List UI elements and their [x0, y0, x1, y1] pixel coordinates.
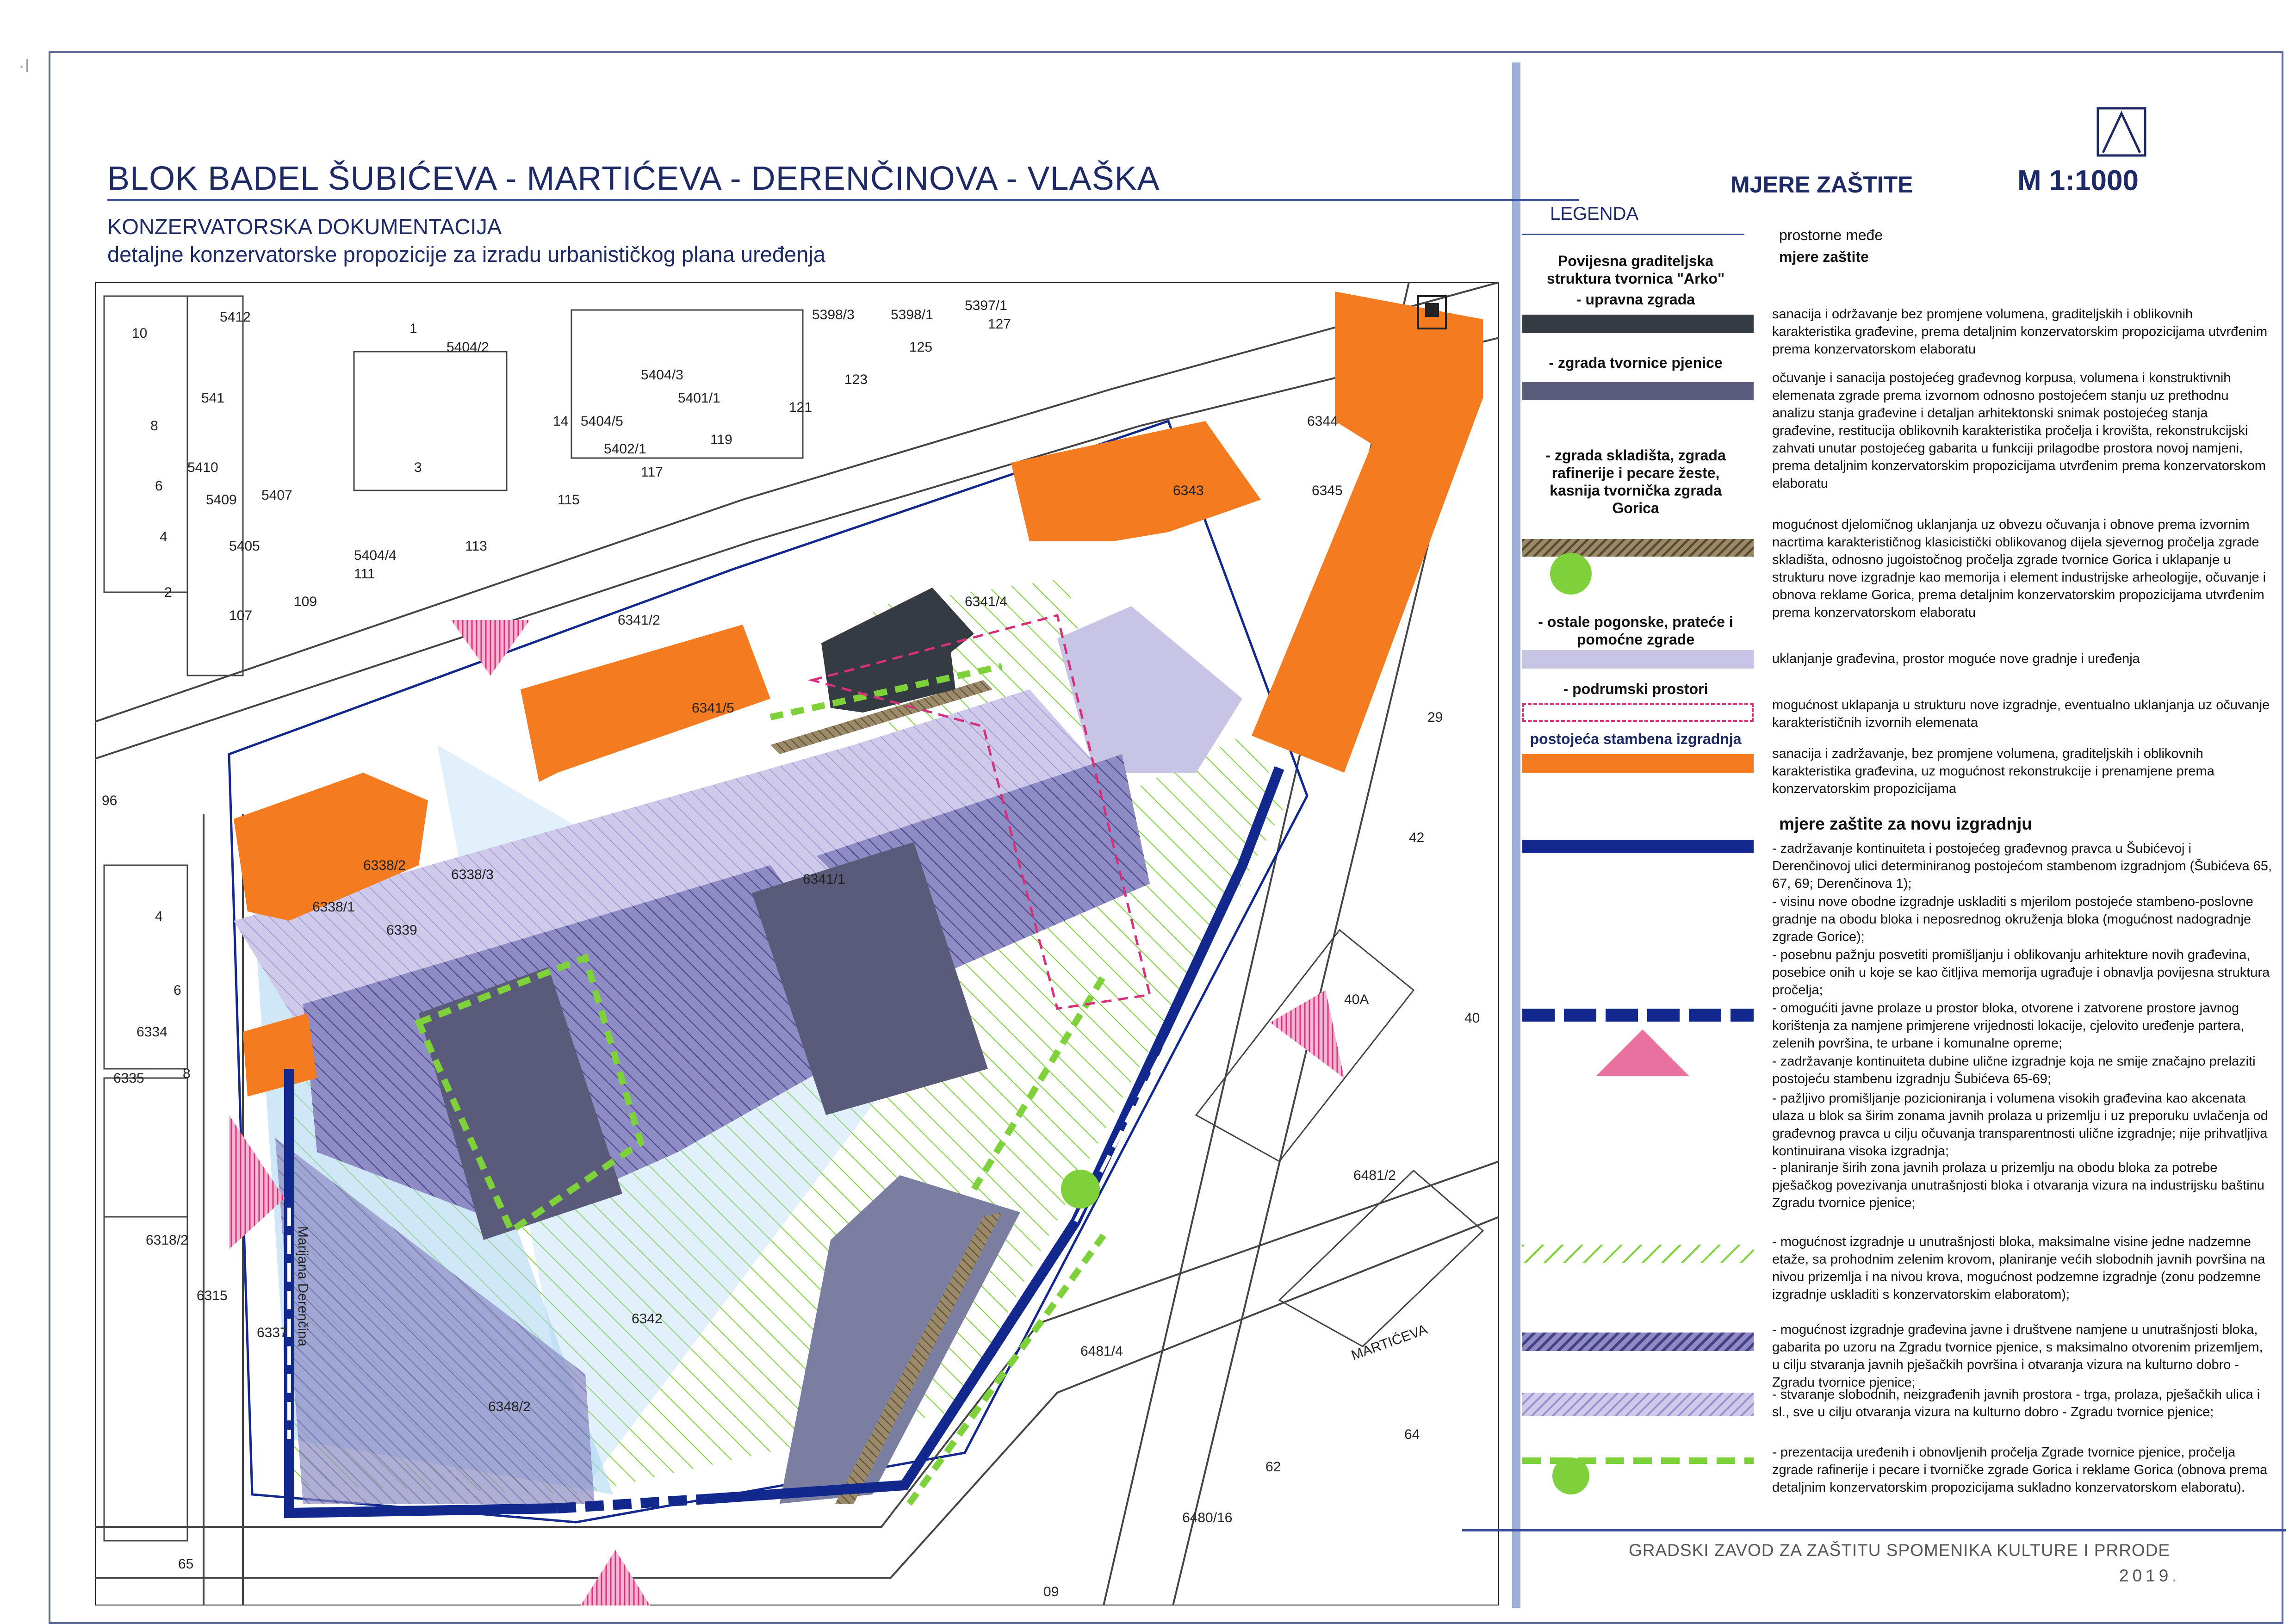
- legend-category-basement: - podrumski prostori: [1563, 681, 1708, 697]
- legend-rule: [1522, 199, 1578, 201]
- house-number-label: 6: [155, 478, 163, 494]
- legend-desc-basement: mogućnost uklapanja u strukturu nove izgradnje, eventualno uklanjanja uz očuvanje karakterističnih izvornih elemenata: [1772, 698, 2270, 730]
- house-number-label: 40: [1464, 1010, 1480, 1026]
- house-number-label: 111: [354, 566, 375, 582]
- house-number-label: 117: [641, 465, 663, 480]
- house-number-label: 64: [1404, 1427, 1420, 1442]
- house-number-label: 113: [465, 539, 487, 554]
- parcel-label: 6337: [257, 1325, 288, 1340]
- new-construction-item-3: - posebnu pažnju posvetiti promišljanju i oblikovanju arhitekture novih građevina, posebice onih u koje se kao čitljiva memorija ugrađuje i obnavlja povijesna struktura pročelja;: [1772, 948, 2270, 998]
- house-number-label: 4: [155, 909, 163, 924]
- swatch-auxiliary: [1522, 650, 1754, 669]
- new-construction-title: mjere zaštite za novu izgradnju: [1779, 814, 2032, 833]
- legenda-label: LEGENDA: [1550, 204, 1639, 224]
- swatch-light-hatch: [1522, 1393, 1754, 1416]
- new-construction-item-5: - zadržavanje kontinuiteta dubine ulične izgradnje koja ne smije značajno prelaziti postojeću stambenu izgradnju Šubićeva 65-69;: [1772, 1054, 2256, 1086]
- parcel-label: 5404/2: [447, 340, 489, 355]
- new-construction-item-11: - prezentacija uređenih i obnovljenih pročelja Zgrade tvornice pjenice, pročelja zgrade rafinerije i pecare i tvorničke zgrade Gorica i reklame Gorica (obnova prema detaljnim konzervatorskim propozicijama sukladno konzervatorskom elaboratu).: [1772, 1445, 2268, 1495]
- new-construction-item-1: - zadržavanje kontinuiteta i postojećeg građevnog pravca u Šubićevoj i Derenčinovoj ulici determiniranog postojećom stambenom izgradnjom (Šubićeva 65, 67, 69; Derenčinova 1);: [1772, 841, 2272, 891]
- new-construction-item-2: - visinu nove obodne izgradnje uskladiti s mjerilom postojeće stambeno-poslovne gradnje na obodu bloka i neposrednog okruženja bloka (mogućnost nadogradnje zgrade Gorice);: [1772, 894, 2253, 944]
- swatch-pjenica: [1522, 382, 1754, 400]
- house-number-label: 115: [558, 492, 580, 508]
- house-number-label: 14: [553, 414, 569, 429]
- house-number-label: 8: [183, 1066, 191, 1081]
- parcel-label: 5404/4: [354, 548, 397, 563]
- house-number-label: 2: [164, 585, 172, 600]
- parcel-label: 6334: [136, 1024, 167, 1040]
- new-construction-item-7: - planiranje širih zona javnih prolaza u prizemlju na obodu bloka za potrebe pješačkog povezivanja unutrašnjosti bloka i otvaranja vizura na industrijsku baštinu Zgradu tvornice pjenice;: [1772, 1160, 2264, 1210]
- scale-label: M 1:1000: [2017, 165, 2139, 197]
- parcel-label: 6481/2: [1353, 1168, 1396, 1183]
- legend-category-auxiliary: - ostale pogonske, prateće i pomoćne zgrade: [1538, 614, 1733, 648]
- legend-category-residential: postojeća stambena izgradnja: [1530, 731, 1742, 747]
- footer-rule: [1462, 1529, 2286, 1531]
- divider-rule: [1512, 62, 1520, 1608]
- parcel-label: 5404/3: [641, 367, 683, 383]
- swatch-green-hatch: [1522, 1245, 1754, 1263]
- north-arrow-icon: [2096, 106, 2147, 157]
- parcel-label: 6315: [197, 1288, 228, 1303]
- legend-category-pjenica: - zgrada tvornice pjenice: [1549, 354, 1723, 371]
- page-title: BLOK BADEL ŠUBIĆEVA - MARTIĆEVA - DERENČINOVA - VLAŠKA: [107, 160, 1160, 197]
- legend-category-arko: Povijesna graditeljska struktura tvornica "Arko": [1546, 253, 1725, 287]
- parcel-label: 6342: [632, 1311, 663, 1326]
- new-construction-item-8: - mogućnost izgradnje u unutrašnjosti bloka, maksimalne visine jedne nadzemne etaže, sa prohodnim zelenim krovom, planiranje većih slobodnih javnih površina na nivou prizemlja i na nivou krova, mogućnost podzemne izgradnje (zonu podzemne izgradnje uskladiti s konzervatorskim elaboratom);: [1772, 1234, 2265, 1302]
- subtitle-detail: detaljne konzervatorske propozicije za izradu urbanističkog plana uređenja: [107, 242, 825, 267]
- house-number-label: 125: [909, 340, 933, 355]
- parcel-label: 5405: [229, 539, 260, 554]
- house-number-label: 42: [1409, 830, 1425, 845]
- legend-desc-residential: sanacija i zadržavanje, bez promjene volumena, graditeljskih i oblikovnih karakteristika građevina, uz mogućnost rekonstrukcije i prenamjene prema konzervatorskim propozicijama: [1772, 746, 2214, 796]
- parcel-label: 6318/2: [146, 1233, 188, 1248]
- parcel-label: 6344: [1307, 414, 1338, 429]
- swatch-navy-line: [1522, 840, 1754, 853]
- parcel-label: 6338/2: [363, 858, 406, 873]
- site-map: [95, 282, 1499, 1605]
- parcel-label: 6341/5: [692, 700, 734, 716]
- house-number-label: 1: [409, 321, 417, 336]
- legend-desc-storage: mogućnost djelomičnog uklanjanja uz obvezu očuvanja i obnove prema izvornim nacrtima karakterističnog klasicistički oblikovanog dijela sjevernog pročelja zgrade skladišta, odnosno jugoistočnog pročelja zgrade tvornice Gorica i uklapanje u strukturu nove izgradnje kao memorija i element industrijske arheologije, očuvanje i obnova reklame Gorica, prema detaljnim konzervatorskim propozicijama utvrđenim prema konzervatorskom elaboratu: [1772, 517, 2266, 620]
- parcel-label: 6339: [386, 923, 417, 938]
- parcel-label: 6345: [1312, 483, 1343, 498]
- new-construction-item-9: - mogućnost izgradnje građevina javne i društvene namjene u unutrašnjosti bloka, gabarita po uzoru na Zgradu tvornice pjenice, s maksimalno otvorenim prizemljem, u cilju stvaranja javnih pješačkih površina i otvaranja vizura na kulturno dobro - Zgradu tvornice pjenice;: [1772, 1322, 2263, 1390]
- legend-category-admin: - upravna zgrada: [1576, 291, 1695, 308]
- parcel-label: 6348/2: [488, 1399, 531, 1414]
- legend-category-storage: - zgrada skladišta, zgrada rafinerije i pecare žeste, kasnija tvornička zgrada Gorica: [1545, 447, 1726, 516]
- parcel-label: 6335: [113, 1071, 144, 1086]
- parcel-label: 5409: [206, 492, 237, 508]
- footer-year: 2019.: [2119, 1566, 2181, 1585]
- parcel-label: 6338/3: [451, 867, 494, 882]
- parcel-label: 6341/1: [803, 872, 845, 887]
- parcel-label: 5407: [261, 488, 292, 503]
- parcel-label: 541: [201, 391, 225, 406]
- new-construction-item-10: - stvaranje slobodnih, neizgrađenih javnih prostora - trga, prolaza, pješačkih ulica i sl., sve u cilju otvaranja vizura na kulturno dobro - Zgradu tvornice pjenice;: [1772, 1387, 2260, 1419]
- swatch-navy-dashed: [1522, 1009, 1754, 1022]
- house-number-label: 09: [1043, 1584, 1059, 1599]
- house-number-label: 10: [132, 326, 148, 341]
- house-number-label: 62: [1265, 1459, 1281, 1475]
- house-number-label: 107: [229, 608, 253, 623]
- swatch-pink-triangle-icon: [1596, 1029, 1689, 1076]
- swatch-purple-hatch: [1522, 1333, 1754, 1351]
- swatch-residential: [1522, 754, 1754, 773]
- parcel-label: 6341/2: [618, 613, 660, 628]
- swatch-basement: [1522, 703, 1754, 722]
- parcel-label: 5398/3: [812, 307, 855, 322]
- parcel-label: 5398/1: [891, 307, 933, 322]
- house-number-label: 127: [988, 316, 1011, 332]
- street-label-marticeva: MARTIĆEVA: [1349, 1321, 1430, 1364]
- legend-heading: MJERE ZAŠTITE: [1731, 172, 1913, 198]
- swatch-storage: [1522, 539, 1754, 557]
- new-construction-item-6: - pažljivo promišljanje pozicioniranja i volumena visokih građevina kao akcenata ulaza u blok sa širim zonama javnih prolaza u prizemlju i uz preporuku uvlačenja od građevnog pravca u cilju očuvanja transparentnosti ulične izgradnje; nije prihvatljiva kontinuirana visoka izgradnja;: [1772, 1091, 2268, 1159]
- parcel-label: 5402/1: [604, 441, 646, 457]
- house-number-label: 65: [178, 1556, 194, 1572]
- house-number-label: 40A: [1344, 992, 1369, 1007]
- swatch-green-circle: [1550, 553, 1592, 595]
- swatch-admin: [1522, 315, 1754, 333]
- parcel-label: 6343: [1173, 483, 1204, 498]
- parcel-label: 5397/1: [965, 298, 1007, 313]
- house-number-label: 29: [1427, 710, 1443, 725]
- street-label-derencina: Marijana Derenčina: [295, 1226, 310, 1347]
- parcel-label: 5412: [220, 310, 251, 325]
- parcel-label: 5401/1: [678, 391, 720, 406]
- legend-desc-pjenica: očuvanje i sanacija postojećeg građevnog korpusa, volumena i konstruktivnih elemenata zgrade prema izvornom odnosno postojećem stanju uz prethodnu analizu stanja građevine i detaljan arhitektonski snimak postojećeg stanja građevine, restitucija oblikovnih karakteristika pročelja i krovišta, rekonstrukcijski zahvati unutar postojećeg gabarita u funkciji prilagodbe prostora novoj namjeni, prema detaljnim konzervatorskim propozicijama utvrđenim prema konzervatorskom elaboratu: [1772, 371, 2266, 491]
- legend-rule-2: [1522, 234, 1744, 235]
- title-rule: [107, 199, 1579, 201]
- house-number-label: 119: [710, 432, 732, 447]
- house-number-label: 96: [102, 793, 118, 808]
- house-number-label: 4: [160, 529, 167, 545]
- column-header-boundaries: prostorne međe: [1779, 227, 1883, 243]
- parcel-label: 5404/5: [581, 414, 623, 429]
- house-number-label: 109: [294, 594, 317, 609]
- parcel-label: 6481/4: [1080, 1344, 1123, 1359]
- parcel-label: 6480/16: [1182, 1510, 1233, 1525]
- new-construction-item-4: - omogućiti javne prolaze u prostor bloka, otvorene i zatvorene prostore javnog korištenja za namjene primjerene vrijednosti lokacije, cjelovito uređenje partera, zelenih površina, te urbane i komunalne opreme;: [1772, 1001, 2245, 1051]
- house-number-label: 123: [844, 372, 868, 387]
- subtitle: KONZERVATORSKA DOKUMENTACIJA: [107, 214, 502, 239]
- legend-desc-admin: sanacija i održavanje bez promjene volumena, graditeljskih i oblikovnih karakteristika građevine, prema detaljnim konzervatorskim propozicijama utvrđenim prema konzervatorskom elaboratu: [1772, 307, 2268, 357]
- corner-mark: ·I: [19, 56, 30, 76]
- house-number-label: 121: [789, 400, 813, 415]
- parcel-label: 5410: [187, 460, 218, 475]
- house-number-label: 3: [414, 460, 422, 475]
- house-number-label: 6: [174, 983, 181, 998]
- swatch-green-dot: [1552, 1457, 1589, 1494]
- column-header-measures: mjere zaštite: [1779, 248, 1869, 265]
- parcel-label: 6338/1: [312, 899, 355, 915]
- footer-institution: GRADSKI ZAVOD ZA ZAŠTITU SPOMENIKA KULTURE I PRRODE: [1629, 1541, 2171, 1560]
- legend-desc-auxiliary: uklanjanje građevina, prostor moguće nove gradnje i uređenja: [1772, 651, 2140, 666]
- parcel-label: 6341/4: [965, 594, 1007, 609]
- house-number-label: 8: [150, 418, 158, 434]
